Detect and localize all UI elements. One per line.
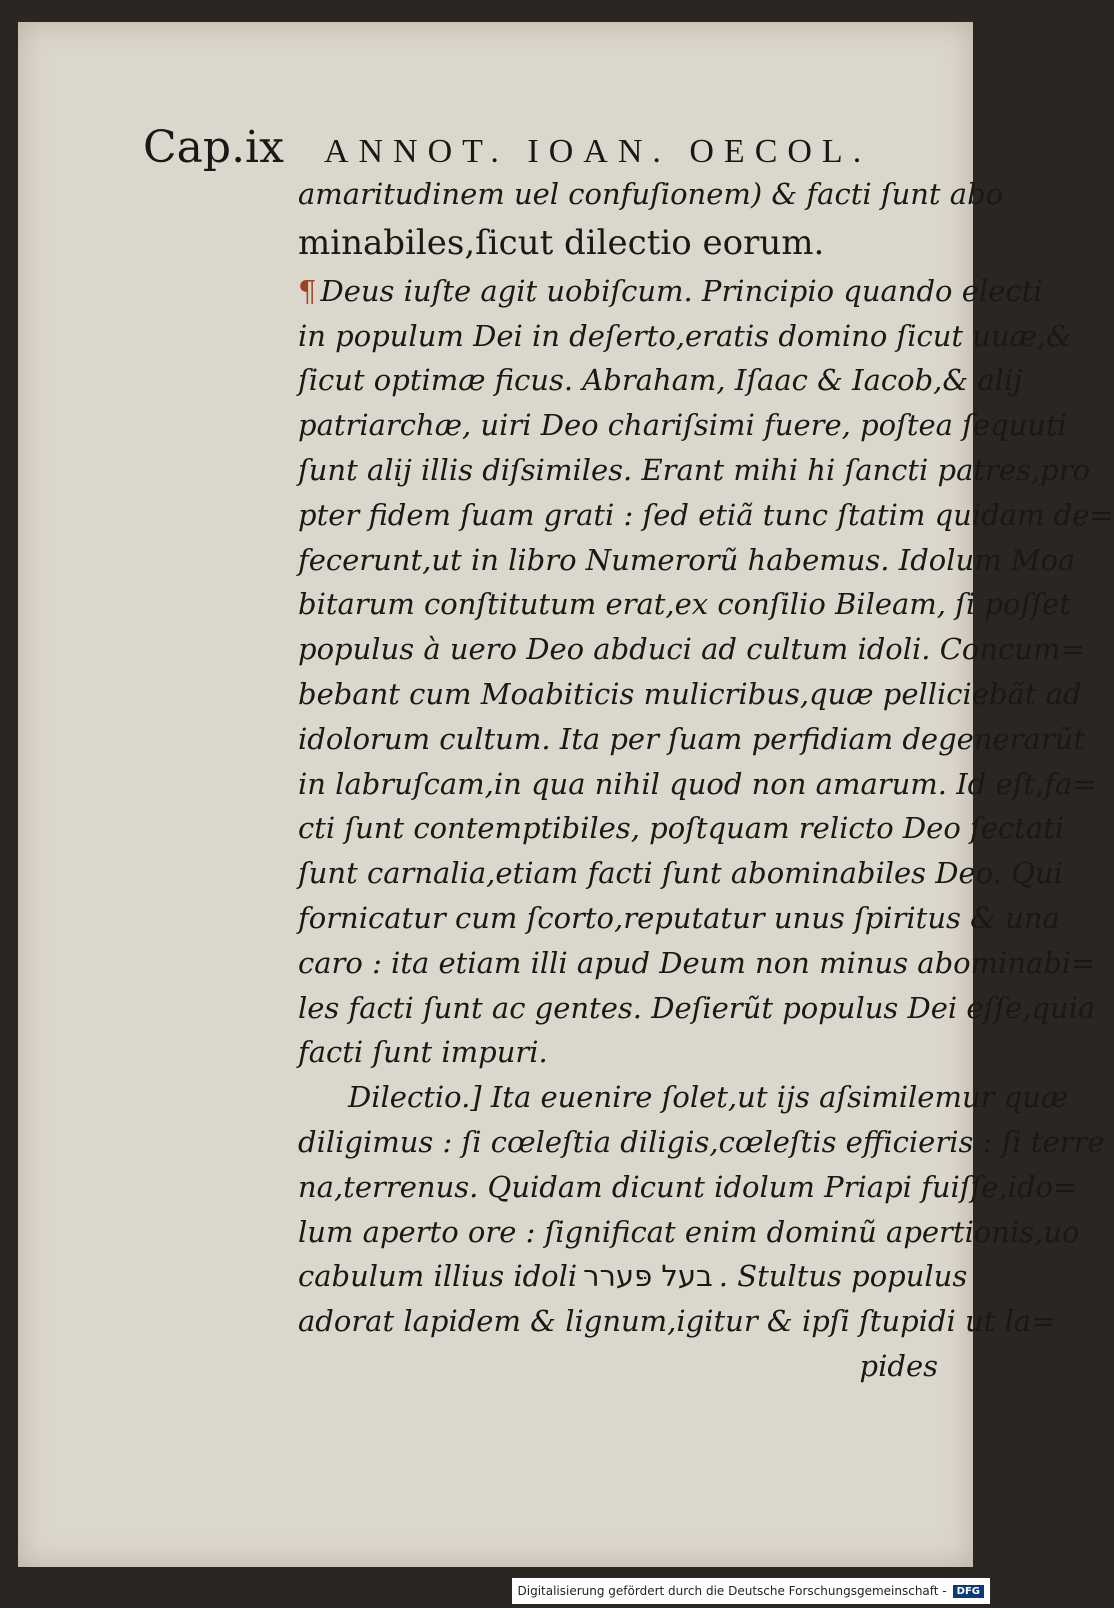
text-line: patriarchæ, uiri Deo chariſsimi fuere, poſtea ſequuti [298, 408, 1067, 443]
text-line: caro : ita etiam illi apud Deum non minus abominabi= [298, 945, 1096, 980]
text-line: bebant cum Moabiticis mulicribus,quæ pelliciebãt ad [298, 676, 1082, 711]
text-line: facti ſunt impuri. [298, 1035, 548, 1070]
text-line-content: cabulum illius idoli [298, 1259, 578, 1294]
text-line: diligimus : ſi cœleſtia diligis,cœleſtis efficieris : ſi terre [298, 1124, 1105, 1159]
text-line: pter fidem ſuam grati : ſed etiã tunc ſtatim quidam de= [298, 497, 1114, 532]
text-line: in populum Dei in deſerto,eratis domino ſicut uuæ,& [298, 318, 1072, 353]
text-line: idolorum cultum. Ita per ſuam perfidiam degenerarũt [298, 721, 1086, 756]
paragraph-marker: ¶ [298, 273, 317, 308]
text-line: na,terrenus. Quidam dicunt idolum Priapi fuiſſe,ido= [298, 1169, 1078, 1204]
chapter-number: Cap.ix [143, 122, 284, 173]
text-line: ſunt carnalia,etiam facti ſunt abominabiles Deo. Qui [298, 856, 1063, 891]
running-title: ANNOT. IOAN. OECOL. [323, 133, 872, 170]
book-page [18, 22, 1114, 1567]
text-line [298, 1254, 968, 1299]
digitization-credit [512, 1578, 991, 1604]
text-line: lum aperto ore : ſignificat enim dominũ apertionis,uo [298, 1214, 1080, 1249]
text-line: populus à uero Deo abduci ad cultum idoli. Concum= [298, 632, 1085, 667]
page-header [143, 122, 903, 173]
dfg-logo: DFG [953, 1585, 984, 1598]
text-line-content: Deus iuſte agit uobiſcum. Principio quando electi [320, 273, 1043, 308]
text-line: ſunt alij illis diſsimiles. Erant mihi hi ſancti patres,pro [298, 452, 1091, 487]
catchword: pides [859, 1348, 938, 1383]
text-line: cti ſunt contemptibiles, poſtquam relicto Deo ſectati [298, 811, 1065, 846]
hebrew-word: בעל פּערר [583, 1259, 713, 1294]
text-line: bitarum conſtitutum erat,ex conſilio Bileam, ſi poſſet [298, 587, 1071, 622]
text-block [298, 172, 1114, 1389]
text-line: in labruſcam,in qua nihil quod non amarum. Id eſt,fa= [298, 766, 1097, 801]
text-line: amaritudinem uel confuſionem) & facti ſunt abo [298, 177, 1004, 211]
text-line: Dilectio.] Ita euenire ſolet,ut ijs aſsimilemur quæ [348, 1080, 1069, 1115]
text-line: adorat lapidem & lignum,igitur & ipſi ſtupidi ut la= [298, 1304, 1056, 1339]
text-line: ſicut optimæ ficus. Abraham, Iſaac & Iacob,& alij [298, 363, 1023, 398]
text-line: les facti ſunt ac gentes. Deſierũt populus Dei eſſe,quia [298, 990, 1096, 1025]
text-line: fecerunt,ut in libro Numerorũ habemus. Idolum Moa [298, 542, 1076, 577]
credit-text: Digitalisierung gefördert durch die Deutsche Forschungsgemeinschaft - [517, 1584, 947, 1598]
text-line [298, 269, 1043, 314]
text-line: minabiles,ſicut dilectio eorum. [298, 222, 825, 263]
text-line: fornicatur cum ſcorto,reputatur unus ſpiritus & una [298, 900, 1060, 935]
text-line-content: . Stultus populus [718, 1259, 968, 1294]
